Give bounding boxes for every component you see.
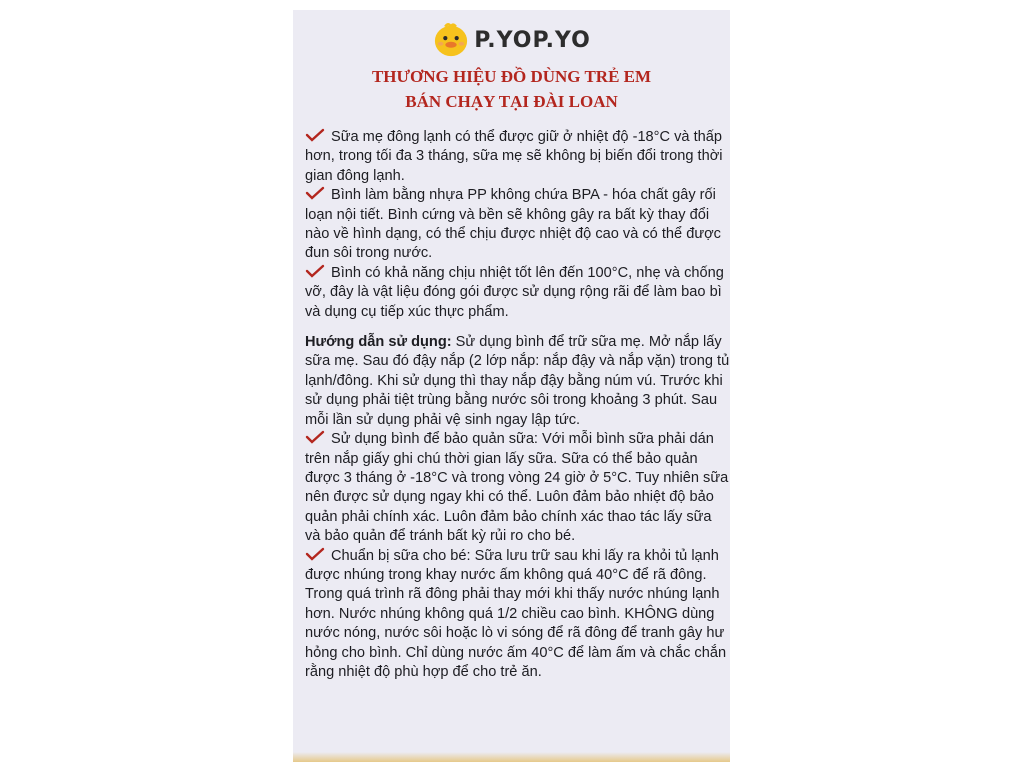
checkmark-icon bbox=[305, 547, 325, 561]
checkmark-icon bbox=[305, 186, 325, 200]
brand-tagline bbox=[293, 64, 730, 114]
feature-text: Bình làm bằng nhựa PP không chứa BPA - hóa chất gây rối loạn nội tiết. Bình cứng và bền sẽ không gây ra bất kỳ thay đổi nào về hình dạng, có thể chịu được nhiệt độ cao và có thể được đun sôi trong nước. bbox=[305, 187, 721, 262]
feature-item bbox=[305, 186, 730, 264]
chick-logo-icon bbox=[432, 22, 470, 58]
guide-step-text: Chuẩn bị sữa cho bé: Sữa lưu trữ sau khi lấy ra khỏi tủ lạnh được nhúng trong khay nước ấm không quá 40°C để rã đông. Trong quá trình rã đông phải thay mới khi thấy nước nhúng lạnh hơn. Nước nhúng không quá 1/2 chiều cao bình. KHÔNG dùng nước nóng, nước sôi hoặc lò vi sóng để rã đông để tranh gây hư hỏng cho bình. Chỉ dùng nước ấm 40°C để làm ấm và chắc chắn rằng nhiệt độ phù hợp để cho trẻ ăn. bbox=[305, 547, 727, 680]
guide-step bbox=[305, 547, 730, 683]
brand-name: P.YOP.YO bbox=[474, 27, 591, 53]
usage-guide bbox=[305, 333, 730, 430]
tagline-line-2: BÁN CHẠY TẠI ĐÀI LOAN bbox=[405, 92, 618, 111]
brand-header bbox=[293, 22, 730, 58]
description-body bbox=[305, 128, 730, 682]
checkmark-icon bbox=[305, 264, 325, 278]
checkmark-icon bbox=[305, 430, 325, 444]
checkmark-icon bbox=[305, 128, 325, 142]
feature-text: Sữa mẹ đông lạnh có thể được giữ ở nhiệt độ -18°C và thấp hơn, trong tối đa 3 tháng, sữa mẹ sẽ không bị biến đổi trong thời gian đông lạnh. bbox=[305, 129, 723, 184]
guide-step bbox=[305, 430, 730, 546]
guide-step-text: Sử dụng bình để bảo quản sữa: Với mỗi bình sữa phải dán trên nắp giấy ghi chú thời gian lấy sữa. Sữa có thể bảo quản được 3 tháng ở -18°C và trong vòng 24 giờ ở 5°C. Tuy nhiên sữa nên được sử dụng ngay khi có thể. Luôn đảm bảo nhiệt độ bảo quản phải chính xác. Luôn đảm bảo chính xác thao tác lấy sữa và bảo quản để tránh bất kỳ rủi ro cho bé. bbox=[305, 431, 729, 545]
usage-guide-intro: Sử dụng bình để trữ sữa mẹ. Mở nắp lấy sữa mẹ. Sau đó đậy nắp (2 lớp nắp: nắp đậy và nắp vặn) trong tủ lạnh/đông. Khi sử dụng thì thay nắp đậy bằng núm vú. Trước khi sử dụng phải tiệt trùng bằng nước sôi trong khoảng 3 phút. Sau mỗi lần sử dụng phải vệ sinh ngay lập tức. bbox=[305, 334, 730, 428]
feature-text: Bình có khả năng chịu nhiệt tốt lên đến 100°C, nhẹ và chống vỡ, đây là vật liệu đóng gói được sử dụng rộng rãi để làm bao bì và dụng cụ tiếp xúc thực phẩm. bbox=[305, 264, 724, 320]
feature-item bbox=[305, 128, 730, 186]
product-label bbox=[293, 10, 730, 762]
usage-guide-title: Hướng dẫn sử dụng: bbox=[305, 334, 452, 351]
feature-item bbox=[305, 264, 730, 322]
tagline-line-1: THƯƠNG HIỆU ĐỒ DÙNG TRẺ EM bbox=[371, 67, 652, 86]
